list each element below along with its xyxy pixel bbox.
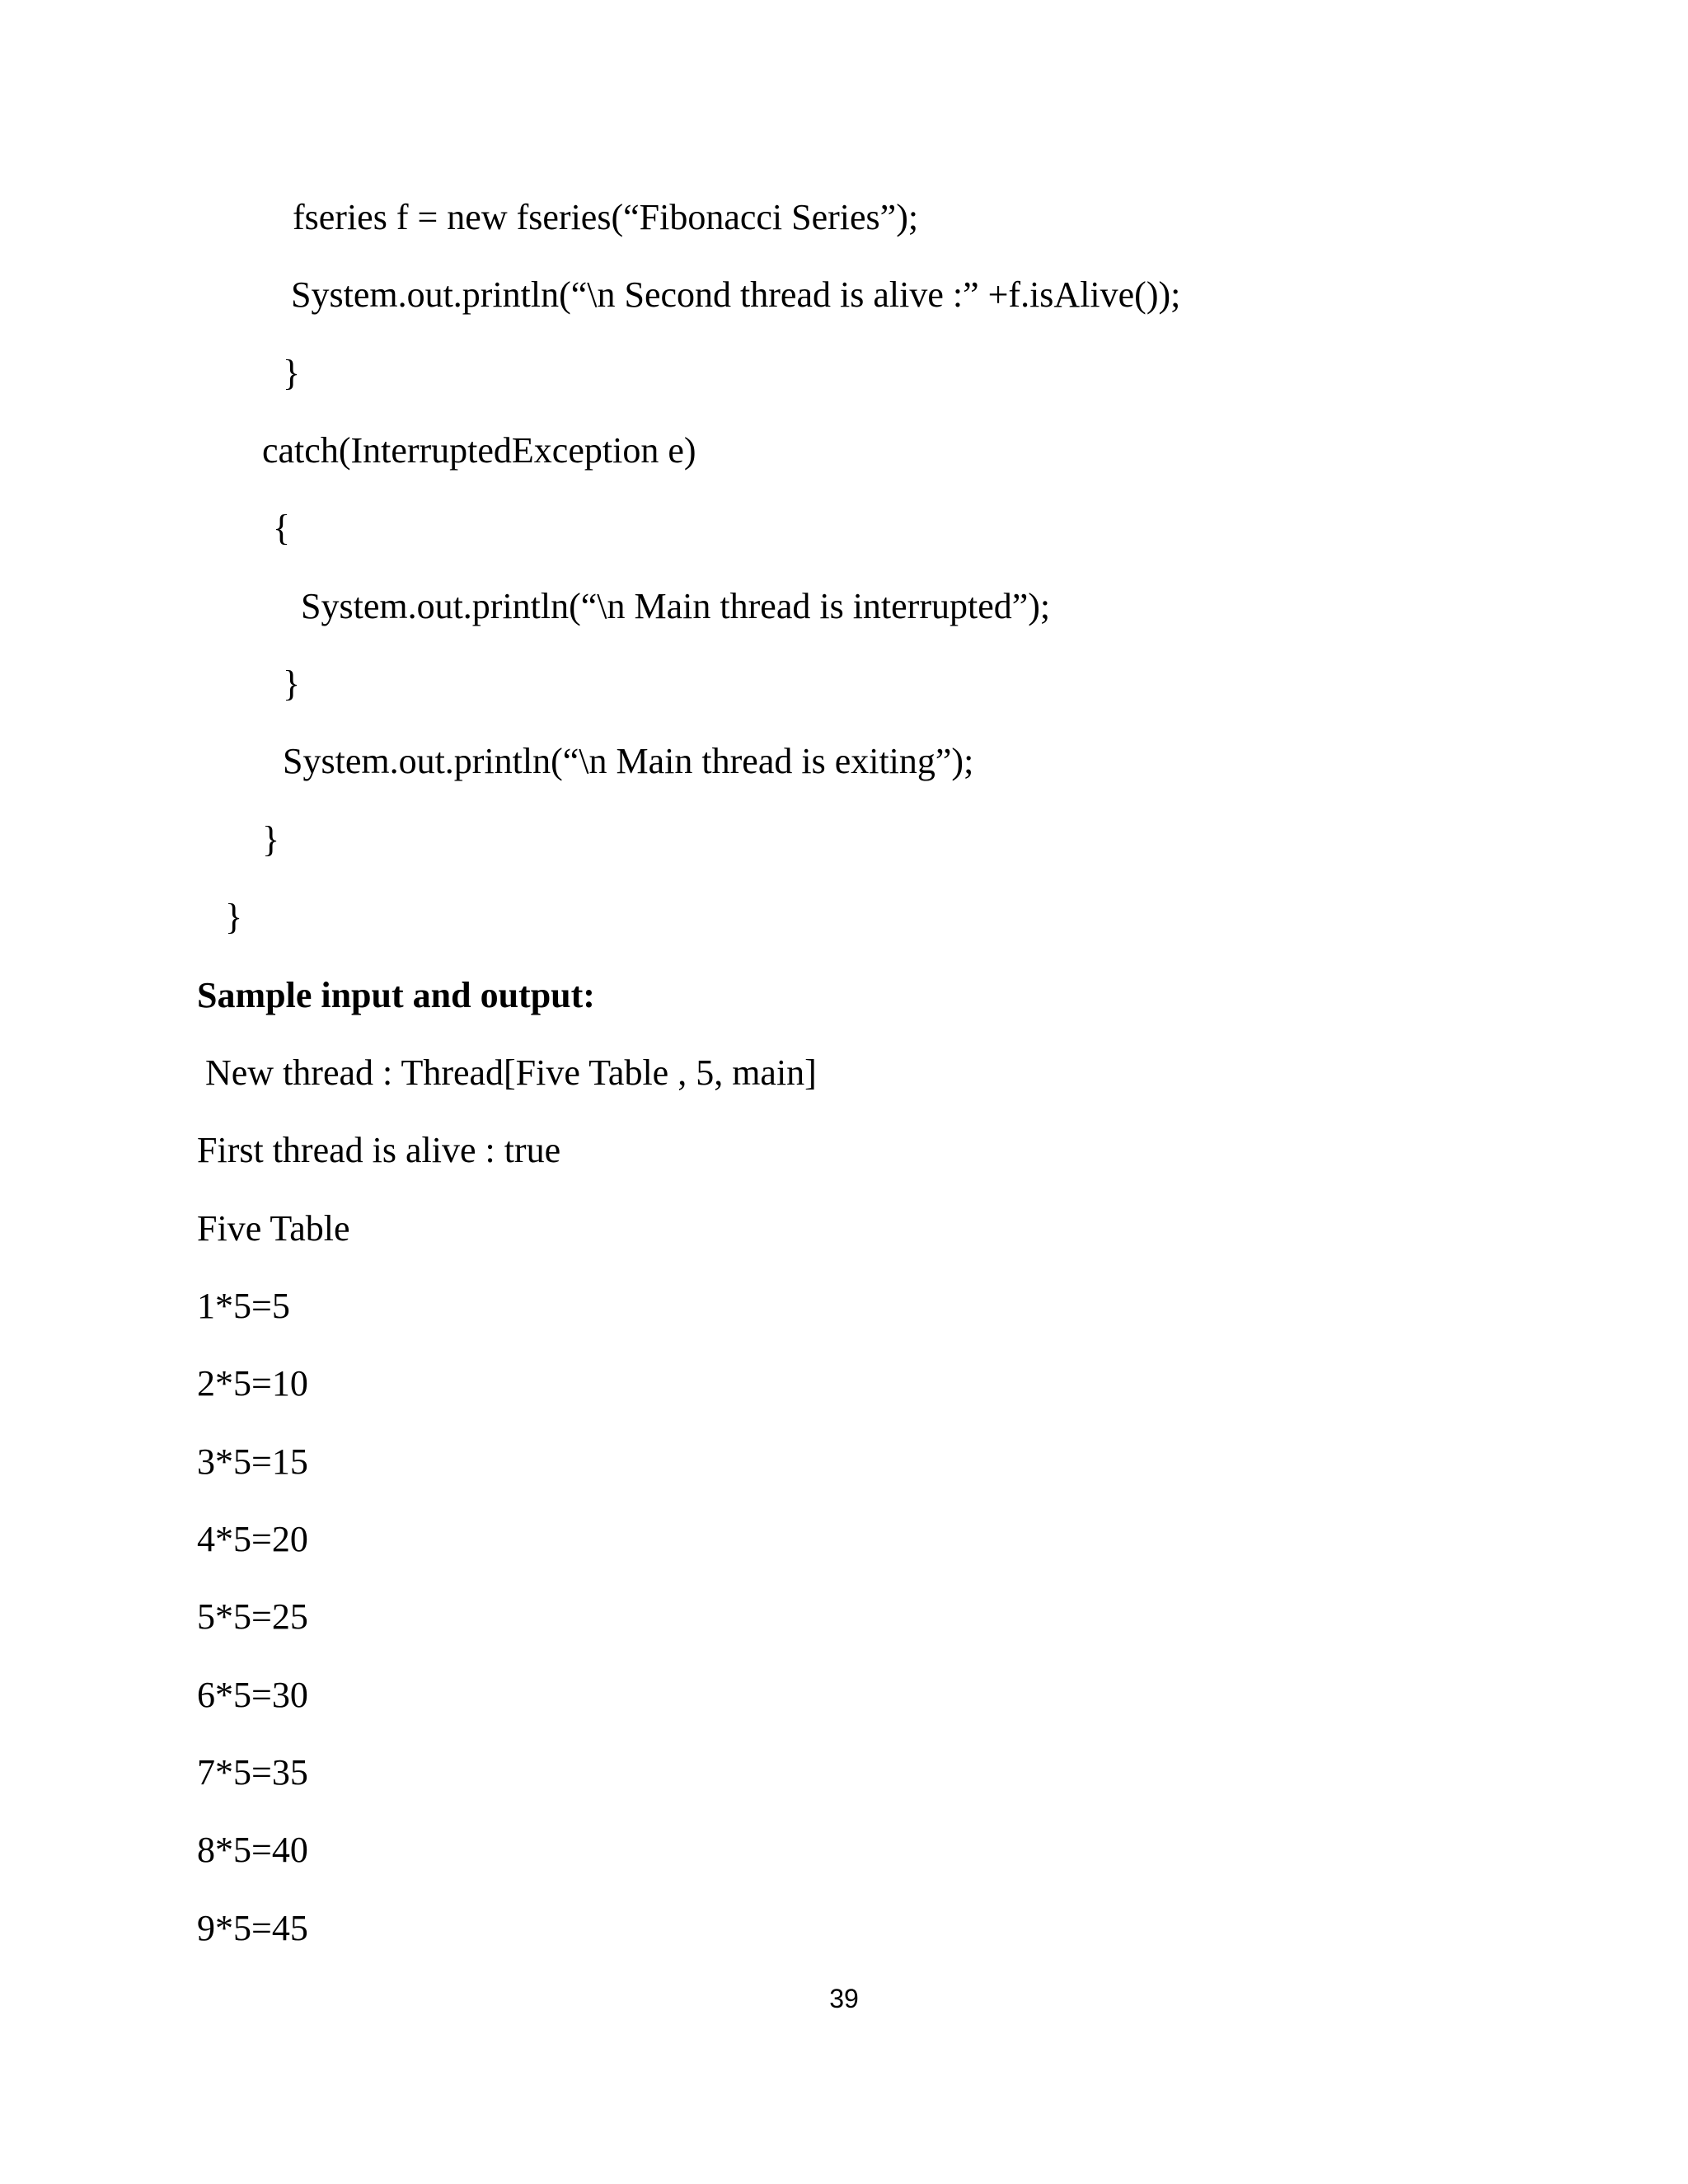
code-line: System.out.println(“\n Main thread is exiting”); — [283, 741, 974, 781]
output-line: New thread : Thread[Five Table , 5, main] — [205, 1052, 817, 1093]
table-row: 8*5=40 — [197, 1830, 308, 1870]
code-line: } — [262, 819, 280, 860]
table-row: 4*5=20 — [197, 1519, 308, 1559]
table-row: 2*5=10 — [197, 1363, 308, 1404]
section-heading: Sample input and output: — [197, 975, 595, 1015]
table-row: 6*5=30 — [197, 1675, 308, 1715]
page-number: 39 — [829, 1984, 859, 2013]
code-line: fseries f = new fseries(“Fibonacci Series”); — [293, 197, 919, 237]
code-line: System.out.println(“\n Second thread is alive :” +f.isAlive()); — [291, 274, 1181, 315]
output-line: Five Table — [197, 1208, 350, 1249]
table-row: 3*5=15 — [197, 1441, 308, 1482]
code-line: } — [225, 897, 243, 937]
code-line: } — [283, 663, 301, 704]
table-row: 1*5=5 — [197, 1286, 290, 1326]
table-row: 9*5=45 — [197, 1908, 308, 1948]
output-line: First thread is alive : true — [197, 1130, 561, 1170]
table-row: 7*5=35 — [197, 1752, 308, 1793]
code-line: { — [273, 508, 291, 548]
table-row: 5*5=25 — [197, 1596, 308, 1637]
code-line: System.out.println(“\n Main thread is interrupted”); — [301, 586, 1051, 626]
code-line: } — [283, 353, 301, 393]
code-line: catch(InterruptedException e) — [262, 430, 696, 471]
